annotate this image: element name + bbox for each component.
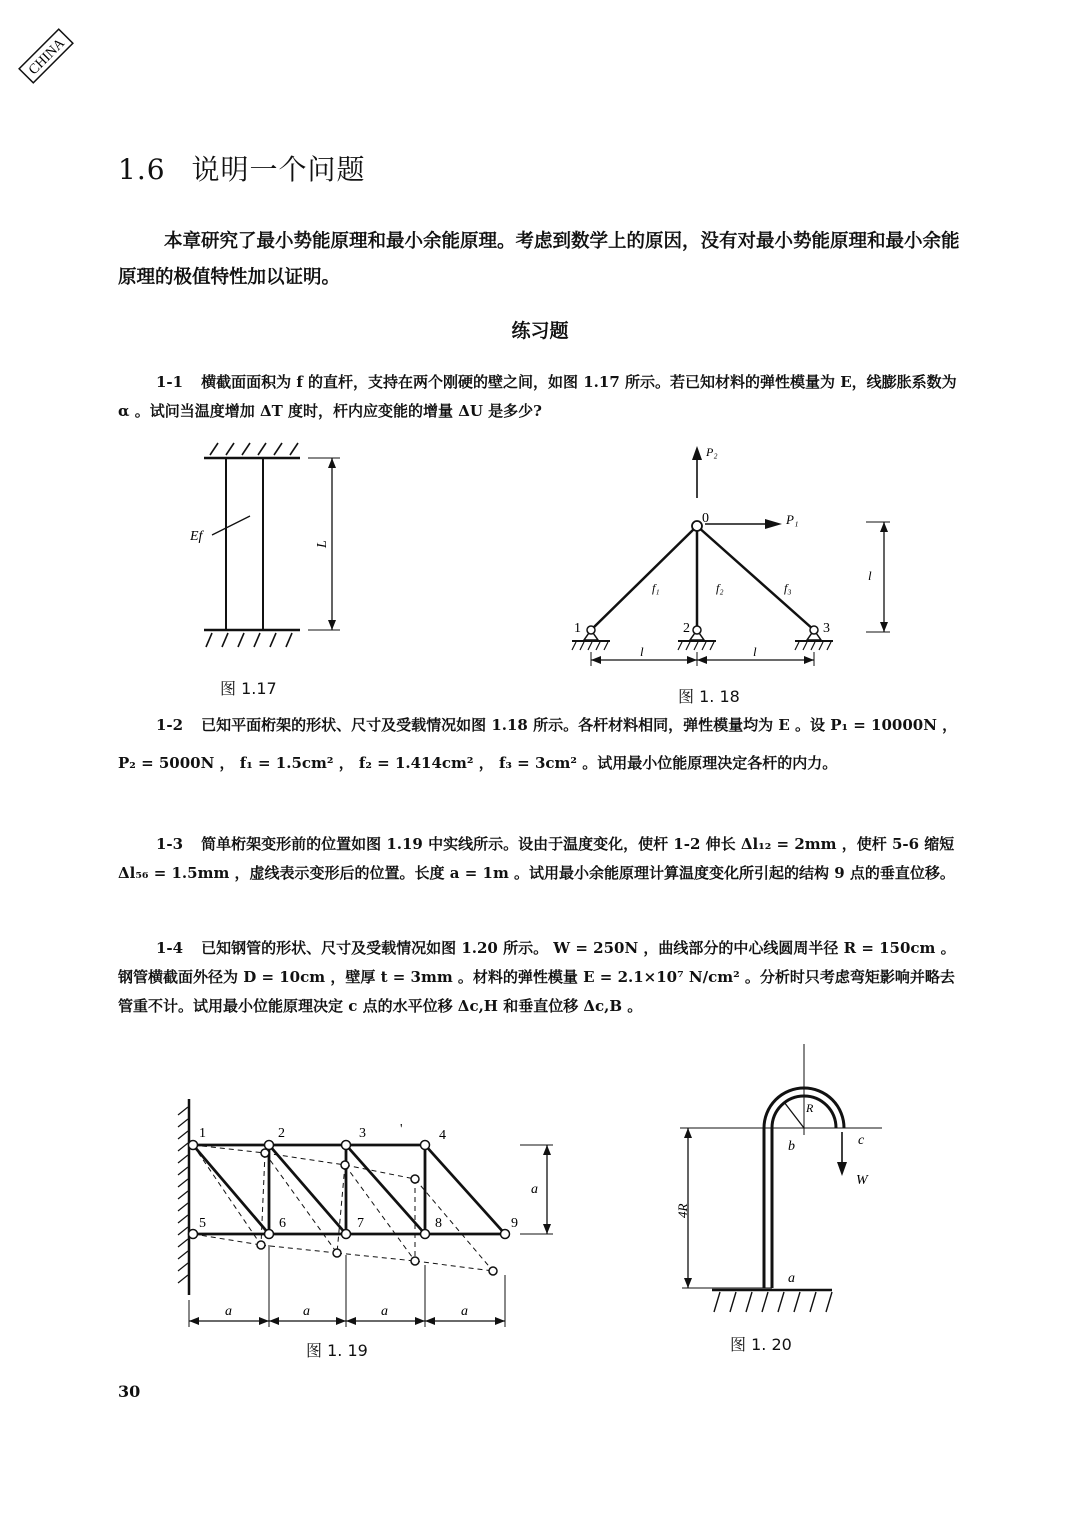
figure-1-20 (672, 1040, 892, 1330)
node-8: 8 (435, 1216, 442, 1231)
problem-text: 已知钢管的形状、尺寸及受载情况如图 1.20 所示。 W = 250N ，曲线部分的中心线圆周半径 R = 150cm 。钢管横截面外径为 D = 10cm ，壁厚 t = 3mm 。材料的弹性模量 E = 2.1×10⁷ N/cm² 。分析时只考虑弯矩影响并略去管重不计。试用最小位能原理决定 c 点的水平位移 Δc,H 和垂直位移 Δc,B 。 (118, 939, 956, 1015)
problem-1-3 (118, 830, 963, 888)
node-3: 3 (359, 1126, 366, 1141)
label-r: R (806, 1101, 814, 1115)
intro-paragraph: 本章研究了最小势能原理和最小余能原理。考虑到数学上的原因，没有对最小势能原理和最小余能原理的极值特性加以证明。 (118, 231, 960, 288)
problem-id: 1-4 (156, 939, 184, 957)
problem-text: 横截面面积为 f 的直杆，支持在两个刚硬的壁之间，如图 1.17 所示。若已知材料的弹性模量为 E，线膨胀系数为 α 。试问当温度增加 ΔT 度时，杆内应变能的增量 ΔU 是多少? (118, 373, 957, 420)
dim-l-left: l (640, 644, 644, 659)
label-w: W (856, 1173, 868, 1188)
caption-1-18: 图 1. 18 (678, 687, 740, 706)
dim-a-3: a (381, 1304, 388, 1319)
problem-1-1 (118, 368, 963, 426)
page-number: 30 (118, 1382, 141, 1401)
node-4: 4 (439, 1128, 446, 1143)
label-a: a (788, 1271, 795, 1286)
node-3: 3 (823, 621, 830, 636)
dim-a-1: a (225, 1304, 232, 1319)
caption-1-17: 图 1.17 (220, 679, 277, 698)
problem-1-4 (118, 934, 963, 1021)
figure-1-17 (190, 438, 370, 700)
member-f3: f₃ (784, 581, 792, 595)
figure-1-19 (175, 1095, 575, 1335)
node-2: 2 (683, 621, 690, 636)
dim-a-2: a (303, 1304, 310, 1319)
node-9: 9 (511, 1216, 518, 1231)
problem-text: 已知平面桁架的形状、尺寸及受载情况如图 1.18 所示。各杆材料相同，弹性模量均为 E 。设 P₁ = 10000N ， P₂ = 5000N ， f₁ = 1.5cm² ， f₂ = 1.414cm² ， f₃ = 3cm² 。试用最小位能原理决定各杆的内力。 (118, 716, 958, 772)
figure-1-18 (560, 438, 900, 678)
tick-mark: ' (400, 1122, 403, 1137)
problem-id: 1-2 (156, 716, 184, 734)
dim-a-4: a (461, 1304, 468, 1319)
label-ef: Ef (190, 529, 203, 544)
dim-l-vertical: l (868, 568, 872, 583)
joint-0 (692, 521, 702, 531)
node-2: 2 (278, 1126, 285, 1141)
node-7: 7 (357, 1216, 364, 1231)
label-c: c (858, 1133, 865, 1148)
problem-id: 1-1 (156, 373, 184, 391)
dim-l-right: l (753, 644, 757, 659)
member-f1: f₁ (652, 581, 660, 595)
problem-text: 简单桁架变形前的位置如图 1.19 中实线所示。设由于温度变化，使杆 1-2 伸长 Δl₁₂ = 2mm ，使杆 5-6 缩短 Δl₅₆ = 1.5mm ，虚线表示变形后的位置。长度 a = 1m 。试用最小余能原理计算温度变化所引起的结构 9 点的垂直位移。 (118, 835, 955, 882)
node-6: 6 (279, 1216, 286, 1231)
label-b: b (788, 1139, 795, 1154)
label-length: L (315, 540, 330, 548)
exercises-heading: 练习题 (511, 320, 569, 342)
label-p2: P₂ (706, 445, 718, 459)
label-4r: 4R (675, 1203, 690, 1218)
node-1: 1 (199, 1126, 206, 1141)
label-p1: P₁ (786, 512, 799, 527)
node-0: 0 (702, 511, 709, 526)
section-number: 1.6 (118, 153, 166, 186)
problem-id: 1-3 (156, 835, 184, 853)
stamp-text: CHINA (26, 36, 69, 79)
china-stamp (8, 18, 80, 90)
node-5: 5 (199, 1216, 206, 1231)
dim-a-vertical: a (531, 1182, 538, 1197)
node-1: 1 (574, 621, 581, 636)
caption-1-20: 图 1. 20 (730, 1335, 792, 1354)
section-title (118, 148, 366, 188)
section-title-text: 说明一个问题 (191, 153, 366, 186)
caption-1-19: 图 1. 19 (306, 1341, 368, 1360)
problem-1-2 (118, 706, 963, 782)
member-f2: f₂ (716, 581, 724, 595)
